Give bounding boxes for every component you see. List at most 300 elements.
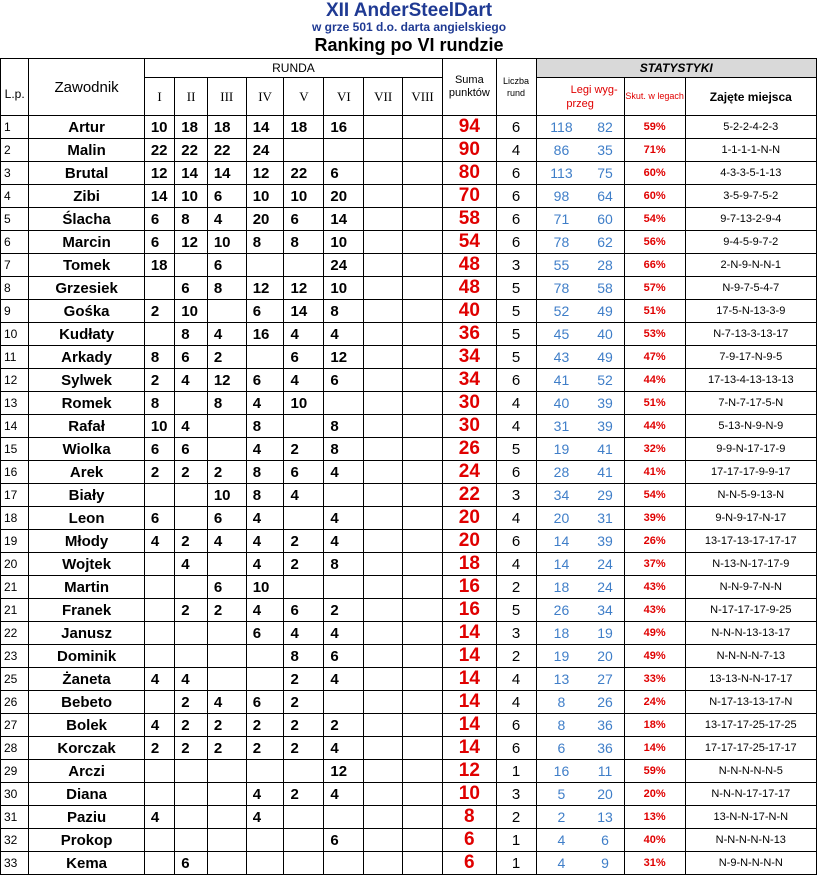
cell-player-name: Arkady [29, 346, 145, 369]
cell-round-8 [403, 346, 443, 369]
cell-round-4 [246, 346, 284, 369]
cell-legi-wygrane: 13 [536, 668, 586, 691]
cell-liczba-rund: 1 [496, 760, 536, 783]
cell-legi-wygrane: 14 [536, 530, 586, 553]
cell-round-4: 24 [246, 139, 284, 162]
cell-player-name: Kema [29, 852, 145, 875]
cell-zajete-miejsca: N-N-N-N-7-13 [685, 645, 816, 668]
cell-round-6: 6 [324, 645, 364, 668]
cell-legi-wygrane: 31 [536, 415, 586, 438]
cell-round-4: 8 [246, 461, 284, 484]
cell-round-5: 14 [284, 300, 324, 323]
cell-round-4: 8 [246, 484, 284, 507]
cell-round-2 [175, 783, 208, 806]
cell-zajete-miejsca: N-N-N-13-13-17 [685, 622, 816, 645]
cell-round-2: 4 [175, 415, 208, 438]
cell-round-1 [144, 484, 174, 507]
cell-round-3 [207, 668, 246, 691]
cell-suma-punktow: 40 [443, 300, 497, 323]
cell-round-1: 2 [144, 737, 174, 760]
cell-round-1: 4 [144, 530, 174, 553]
cell-player-name: Malin [29, 139, 145, 162]
table-row [1, 507, 817, 530]
cell-round-5: 8 [284, 231, 324, 254]
cell-lp: 15 [1, 438, 29, 461]
cell-round-7 [364, 300, 403, 323]
cell-round-1: 2 [144, 461, 174, 484]
cell-liczba-rund: 5 [496, 599, 536, 622]
cell-player-name: Marcin [29, 231, 145, 254]
table-row [1, 553, 817, 576]
cell-player-name: Rafał [29, 415, 145, 438]
cell-round-1: 6 [144, 231, 174, 254]
cell-liczba-rund: 4 [496, 553, 536, 576]
cell-zajete-miejsca: 17-5-N-13-3-9 [685, 300, 816, 323]
cell-lp: 31 [1, 806, 29, 829]
cell-suma-punktow: 30 [443, 415, 497, 438]
cell-round-5: 4 [284, 369, 324, 392]
cell-suma-punktow: 8 [443, 806, 497, 829]
cell-skutecznosc: 54% [624, 208, 685, 231]
cell-round-1 [144, 645, 174, 668]
cell-round-2: 2 [175, 691, 208, 714]
cell-round-2: 2 [175, 737, 208, 760]
cell-liczba-rund: 2 [496, 576, 536, 599]
cell-round-6: 8 [324, 300, 364, 323]
cell-legi-przegrane: 52 [586, 369, 624, 392]
cell-round-7 [364, 461, 403, 484]
cell-round-5 [284, 507, 324, 530]
cell-round-3: 6 [207, 185, 246, 208]
cell-legi-przegrane: 20 [586, 783, 624, 806]
cell-round-8 [403, 300, 443, 323]
cell-legi-przegrane: 24 [586, 576, 624, 599]
cell-legi-wygrane: 8 [536, 691, 586, 714]
cell-round-3: 4 [207, 208, 246, 231]
cell-round-2: 18 [175, 116, 208, 139]
cell-round-5: 6 [284, 461, 324, 484]
cell-round-6: 2 [324, 599, 364, 622]
cell-liczba-rund: 5 [496, 323, 536, 346]
cell-round-1: 10 [144, 415, 174, 438]
cell-suma-punktow: 48 [443, 254, 497, 277]
cell-round-4 [246, 254, 284, 277]
cell-zajete-miejsca: 13-13-N-N-17-17 [685, 668, 816, 691]
cell-round-8 [403, 392, 443, 415]
cell-round-2 [175, 392, 208, 415]
cell-round-4: 4 [246, 392, 284, 415]
cell-round-7 [364, 162, 403, 185]
cell-suma-punktow: 34 [443, 346, 497, 369]
cell-round-2: 6 [175, 438, 208, 461]
cell-player-name: Biały [29, 484, 145, 507]
cell-round-1: 4 [144, 668, 174, 691]
cell-round-7 [364, 415, 403, 438]
cell-legi-wygrane: 19 [536, 438, 586, 461]
cell-skutecznosc: 40% [624, 829, 685, 852]
cell-round-2: 22 [175, 139, 208, 162]
cell-round-1: 2 [144, 369, 174, 392]
cell-suma-punktow: 34 [443, 369, 497, 392]
cell-round-3: 2 [207, 714, 246, 737]
cell-round-2 [175, 829, 208, 852]
cell-round-5: 10 [284, 185, 324, 208]
cell-liczba-rund: 5 [496, 277, 536, 300]
cell-round-4: 20 [246, 208, 284, 231]
cell-round-3 [207, 438, 246, 461]
cell-round-5: 4 [284, 323, 324, 346]
cell-zajete-miejsca: N-N-N-N-N-5 [685, 760, 816, 783]
cell-zajete-miejsca: 17-13-4-13-13-13 [685, 369, 816, 392]
cell-suma-punktow: 36 [443, 323, 497, 346]
cell-round-8 [403, 783, 443, 806]
cell-lp: 32 [1, 829, 29, 852]
cell-suma-punktow: 14 [443, 622, 497, 645]
cell-suma-punktow: 20 [443, 507, 497, 530]
cell-zajete-miejsca: N-17-17-17-9-25 [685, 599, 816, 622]
table-row [1, 576, 817, 599]
event-subtitle: w grze 501 d.o. darta angielskiego [311, 20, 507, 34]
cell-skutecznosc: 53% [624, 323, 685, 346]
cell-round-8 [403, 852, 443, 875]
table-row [1, 484, 817, 507]
cell-round-1 [144, 277, 174, 300]
cell-round-2: 8 [175, 323, 208, 346]
cell-round-4: 4 [246, 553, 284, 576]
cell-round-2: 2 [175, 599, 208, 622]
cell-round-5: 6 [284, 346, 324, 369]
cell-player-name: Sylwek [29, 369, 145, 392]
cell-zajete-miejsca: N-9-N-N-N-N [685, 852, 816, 875]
cell-round-2 [175, 576, 208, 599]
table-row [1, 208, 817, 231]
cell-legi-przegrane: 28 [586, 254, 624, 277]
cell-round-6: 4 [324, 668, 364, 691]
cell-round-8 [403, 139, 443, 162]
cell-round-7 [364, 369, 403, 392]
cell-legi-wygrane: 113 [536, 162, 586, 185]
cell-round-3: 14 [207, 162, 246, 185]
cell-round-8 [403, 438, 443, 461]
cell-round-7 [364, 277, 403, 300]
cell-legi-przegrane: 36 [586, 714, 624, 737]
table-row [1, 277, 817, 300]
cell-zajete-miejsca: 1-1-1-1-N-N [685, 139, 816, 162]
cell-suma-punktow: 16 [443, 599, 497, 622]
table-row [1, 323, 817, 346]
cell-round-5 [284, 576, 324, 599]
table-row [1, 392, 817, 415]
cell-skutecznosc: 13% [624, 806, 685, 829]
cell-player-name: Franek [29, 599, 145, 622]
cell-round-1 [144, 760, 174, 783]
cell-liczba-rund: 4 [496, 139, 536, 162]
cell-round-6 [324, 484, 364, 507]
cell-round-8 [403, 323, 443, 346]
table-row [1, 645, 817, 668]
cell-round-3 [207, 300, 246, 323]
cell-round-7 [364, 530, 403, 553]
cell-liczba-rund: 5 [496, 438, 536, 461]
cell-round-5: 18 [284, 116, 324, 139]
cell-round-1: 4 [144, 806, 174, 829]
cell-suma-punktow: 58 [443, 208, 497, 231]
cell-round-1 [144, 691, 174, 714]
cell-liczba-rund: 2 [496, 806, 536, 829]
cell-suma-punktow: 14 [443, 714, 497, 737]
cell-round-7 [364, 783, 403, 806]
cell-round-4: 14 [246, 116, 284, 139]
cell-lp: 17 [1, 484, 29, 507]
cell-legi-wygrane: 71 [536, 208, 586, 231]
cell-lp: 4 [1, 185, 29, 208]
cell-round-2: 6 [175, 277, 208, 300]
cell-round-5: 2 [284, 668, 324, 691]
cell-round-8 [403, 599, 443, 622]
cell-suma-punktow: 14 [443, 668, 497, 691]
cell-round-5: 2 [284, 691, 324, 714]
cell-round-3: 8 [207, 392, 246, 415]
cell-suma-punktow: 24 [443, 461, 497, 484]
cell-legi-przegrane: 62 [586, 231, 624, 254]
cell-round-8 [403, 254, 443, 277]
cell-suma-punktow: 14 [443, 691, 497, 714]
cell-round-6: 6 [324, 829, 364, 852]
cell-round-2: 8 [175, 208, 208, 231]
cell-zajete-miejsca: N-N-9-7-N-N [685, 576, 816, 599]
cell-round-3: 6 [207, 254, 246, 277]
cell-round-8 [403, 415, 443, 438]
cell-legi-wygrane: 28 [536, 461, 586, 484]
cell-round-4: 6 [246, 622, 284, 645]
cell-liczba-rund: 6 [496, 162, 536, 185]
cell-round-1: 10 [144, 116, 174, 139]
cell-lp: 11 [1, 346, 29, 369]
cell-player-name: Korczak [29, 737, 145, 760]
cell-zajete-miejsca: N-7-13-3-13-17 [685, 323, 816, 346]
cell-skutecznosc: 24% [624, 691, 685, 714]
cell-lp: 9 [1, 300, 29, 323]
cell-round-4 [246, 645, 284, 668]
cell-player-name: Prokop [29, 829, 145, 852]
cell-lp: 3 [1, 162, 29, 185]
cell-legi-wygrane: 16 [536, 760, 586, 783]
cell-skutecznosc: 14% [624, 737, 685, 760]
cell-legi-wygrane: 55 [536, 254, 586, 277]
cell-round-5: 2 [284, 783, 324, 806]
cell-round-8 [403, 461, 443, 484]
cell-round-1 [144, 783, 174, 806]
cell-legi-wygrane: 14 [536, 553, 586, 576]
cell-legi-wygrane: 19 [536, 645, 586, 668]
cell-round-7 [364, 806, 403, 829]
cell-lp: 8 [1, 277, 29, 300]
cell-round-6 [324, 576, 364, 599]
cell-zajete-miejsca: N-N-N-N-N-13 [685, 829, 816, 852]
table-row [1, 622, 817, 645]
cell-suma-punktow: 70 [443, 185, 497, 208]
cell-round-7 [364, 714, 403, 737]
cell-player-name: Kudłaty [29, 323, 145, 346]
cell-round-4: 10 [246, 576, 284, 599]
table-row [1, 461, 817, 484]
header-legi [536, 78, 624, 116]
cell-round-3: 2 [207, 346, 246, 369]
cell-legi-przegrane: 39 [586, 530, 624, 553]
cell-liczba-rund: 1 [496, 829, 536, 852]
cell-skutecznosc: 44% [624, 369, 685, 392]
cell-round-5: 10 [284, 392, 324, 415]
cell-skutecznosc: 43% [624, 576, 685, 599]
header-round-2: II [175, 78, 208, 116]
cell-player-name: Paziu [29, 806, 145, 829]
cell-round-6 [324, 139, 364, 162]
cell-round-4: 10 [246, 185, 284, 208]
cell-round-6: 6 [324, 162, 364, 185]
ranking-table [0, 58, 817, 875]
cell-round-8 [403, 691, 443, 714]
cell-round-7 [364, 760, 403, 783]
cell-round-7 [364, 599, 403, 622]
cell-round-2 [175, 645, 208, 668]
cell-round-4: 2 [246, 737, 284, 760]
cell-round-8 [403, 645, 443, 668]
cell-round-3: 12 [207, 369, 246, 392]
cell-suma-punktow: 6 [443, 852, 497, 875]
table-row [1, 346, 817, 369]
cell-round-8 [403, 737, 443, 760]
cell-skutecznosc: 59% [624, 116, 685, 139]
cell-round-7 [364, 668, 403, 691]
table-row [1, 530, 817, 553]
cell-round-4 [246, 852, 284, 875]
cell-legi-wygrane: 78 [536, 231, 586, 254]
cell-round-3: 6 [207, 576, 246, 599]
cell-legi-wygrane: 18 [536, 622, 586, 645]
cell-round-7 [364, 346, 403, 369]
cell-liczba-rund: 6 [496, 737, 536, 760]
cell-skutecznosc: 54% [624, 484, 685, 507]
cell-round-2: 6 [175, 852, 208, 875]
cell-round-2 [175, 484, 208, 507]
cell-legi-przegrane: 29 [586, 484, 624, 507]
cell-legi-przegrane: 36 [586, 737, 624, 760]
cell-liczba-rund: 6 [496, 116, 536, 139]
table-row [1, 852, 817, 875]
cell-skutecznosc: 49% [624, 622, 685, 645]
cell-round-4: 4 [246, 507, 284, 530]
table-row [1, 185, 817, 208]
cell-liczba-rund: 6 [496, 208, 536, 231]
cell-round-1: 2 [144, 300, 174, 323]
cell-skutecznosc: 60% [624, 185, 685, 208]
cell-round-5 [284, 254, 324, 277]
cell-round-7 [364, 852, 403, 875]
cell-lp: 5 [1, 208, 29, 231]
cell-legi-wygrane: 40 [536, 392, 586, 415]
cell-round-2: 10 [175, 185, 208, 208]
cell-round-4: 6 [246, 369, 284, 392]
cell-liczba-rund: 5 [496, 300, 536, 323]
cell-liczba-rund: 3 [496, 622, 536, 645]
cell-legi-przegrane: 6 [586, 829, 624, 852]
cell-zajete-miejsca: 9-7-13-2-9-4 [685, 208, 816, 231]
cell-suma-punktow: 20 [443, 530, 497, 553]
cell-round-3: 10 [207, 231, 246, 254]
cell-round-3: 4 [207, 323, 246, 346]
table-row [1, 737, 817, 760]
cell-round-4: 4 [246, 783, 284, 806]
cell-lp: 30 [1, 783, 29, 806]
cell-liczba-rund: 6 [496, 461, 536, 484]
cell-round-6: 4 [324, 622, 364, 645]
cell-legi-wygrane: 52 [536, 300, 586, 323]
cell-lp: 19 [1, 530, 29, 553]
cell-round-2: 4 [175, 369, 208, 392]
cell-round-5: 2 [284, 530, 324, 553]
cell-skutecznosc: 47% [624, 346, 685, 369]
cell-round-4 [246, 760, 284, 783]
cell-round-7 [364, 208, 403, 231]
cell-legi-wygrane: 26 [536, 599, 586, 622]
cell-round-4 [246, 829, 284, 852]
cell-skutecznosc: 43% [624, 599, 685, 622]
cell-round-1 [144, 599, 174, 622]
header-lp: L.p. [1, 59, 29, 116]
table-row [1, 415, 817, 438]
cell-round-1 [144, 829, 174, 852]
cell-zajete-miejsca: N-9-7-5-4-7 [685, 277, 816, 300]
cell-zajete-miejsca: 5-13-N-9-N-9 [685, 415, 816, 438]
cell-zajete-miejsca: 9-N-9-17-N-17 [685, 507, 816, 530]
table-row [1, 691, 817, 714]
cell-player-name: Tomek [29, 254, 145, 277]
cell-round-5 [284, 760, 324, 783]
cell-lp: 12 [1, 369, 29, 392]
cell-round-6: 16 [324, 116, 364, 139]
cell-player-name: Diana [29, 783, 145, 806]
cell-round-6: 12 [324, 346, 364, 369]
cell-round-4: 4 [246, 438, 284, 461]
cell-round-7 [364, 254, 403, 277]
header-legi-przeg: przeg [566, 97, 594, 110]
cell-lp: 20 [1, 553, 29, 576]
table-row [1, 599, 817, 622]
cell-round-8 [403, 760, 443, 783]
cell-round-3 [207, 553, 246, 576]
cell-skutecznosc: 32% [624, 438, 685, 461]
cell-round-8 [403, 668, 443, 691]
cell-zajete-miejsca: 17-17-17-25-17-17 [685, 737, 816, 760]
cell-legi-przegrane: 35 [586, 139, 624, 162]
cell-round-6 [324, 691, 364, 714]
cell-round-5 [284, 415, 324, 438]
cell-player-name: Gośka [29, 300, 145, 323]
cell-round-6: 4 [324, 507, 364, 530]
cell-lp: 29 [1, 760, 29, 783]
cell-legi-przegrane: 82 [586, 116, 624, 139]
cell-round-4: 12 [246, 162, 284, 185]
cell-liczba-rund: 4 [496, 691, 536, 714]
cell-round-7 [364, 645, 403, 668]
cell-round-5: 6 [284, 599, 324, 622]
cell-round-1: 8 [144, 392, 174, 415]
header-round-7: VII [364, 78, 403, 116]
table-row [1, 231, 817, 254]
cell-round-3: 2 [207, 599, 246, 622]
cell-round-2: 2 [175, 461, 208, 484]
cell-round-3 [207, 806, 246, 829]
